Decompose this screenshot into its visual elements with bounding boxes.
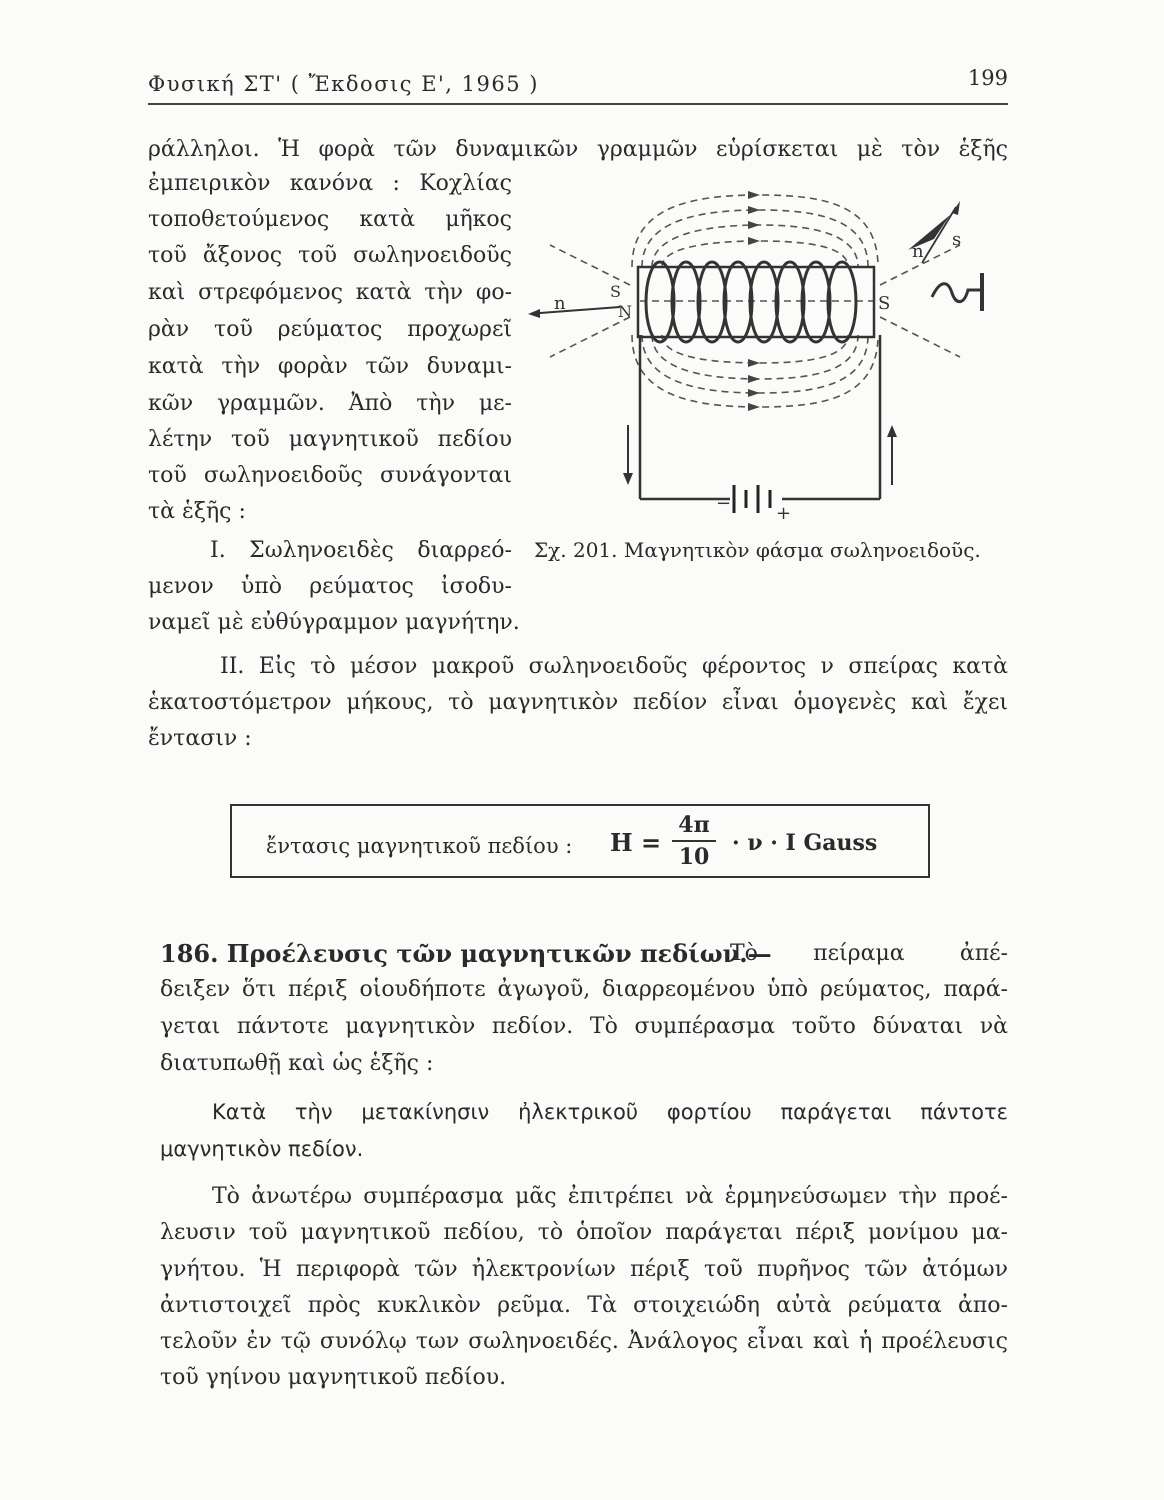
formula-numerator: 4π xyxy=(678,812,710,838)
paragraph-line: κῶν γραμμῶν. Ἀπὸ τὴν με- xyxy=(148,391,512,416)
header-rule xyxy=(148,103,1008,105)
paragraph-line: κατὰ τὴν φορὰν τῶν δυναμι- xyxy=(148,354,512,379)
paragraph-line: τοῦ σωληνοειδοῦς συνάγονται xyxy=(148,463,512,488)
solenoid-figure xyxy=(520,185,995,525)
formula-fraction xyxy=(672,812,716,870)
paragraph-line: καὶ στρεφόμενος κατὰ τὴν φο- xyxy=(148,280,512,305)
page-number: 199 xyxy=(967,66,1008,90)
paragraph-line: Τὸ ἀνωτέρω συμπέρασμα μᾶς ἐπιτρέπει νὰ ἑρμηνεύσωμεν τὴν προέ- xyxy=(212,1184,1008,1209)
formula-denominator: 10 xyxy=(678,844,710,870)
paragraph-line: λέτην τοῦ μαγνητικοῦ πεδίου xyxy=(148,427,512,452)
emphasis-line: Κατὰ τὴν μετακίνησιν ἠλεκτρικοῦ φορτίου παράγεται πάντοτε xyxy=(212,1100,1008,1124)
paragraph-line: ἐμπειρικὸν κανόνα : Κοχλίας xyxy=(148,171,512,196)
label-S-right: S xyxy=(878,293,891,314)
label-n-top: n xyxy=(912,241,924,262)
battery-plus: + xyxy=(776,503,792,524)
label-s-top: s xyxy=(952,229,962,250)
page-header xyxy=(148,66,1008,106)
formula-rest: · ν · I Gauss xyxy=(732,830,878,856)
paragraph-line: τελοῦν ἐν τῷ συνόλῳ των σωληνοειδές. Ἀνάλογος εἶναι καὶ ἡ προέλευσις xyxy=(160,1329,1008,1354)
paragraph-line: τοῦ γηίνου μαγνητικοῦ πεδίου. xyxy=(160,1365,507,1390)
list-item-2: ΙΙ. Εἰς τὸ μέσον μακροῦ σωληνοειδοῦς φέροντος ν σπείρας κατὰ xyxy=(220,654,1008,679)
paragraph-line: τὰ ἑξῆς : xyxy=(148,499,246,524)
formula-box xyxy=(230,804,930,878)
label-N: N xyxy=(618,302,632,321)
paragraph-line: λευσιν τοῦ μαγνητικοῦ πεδίου, τὸ ὁποῖον παράγεται πέριξ μονίμου μα- xyxy=(160,1220,1008,1245)
figure-caption: Σχ. 201. Μαγνητικὸν φάσμα σωληνοειδοῦς. xyxy=(534,538,981,562)
fraction-bar xyxy=(672,840,716,842)
paragraph-line: δειξεν ὅτι πέριξ οἱουδήποτε ἀγωγοῦ, διαρρεομένου ὑπὸ ρεύματος, παρά- xyxy=(160,977,1008,1002)
label-s-left: S xyxy=(610,282,621,301)
paragraph-line: γεται πάντοτε μαγνητικὸν πεδίον. Τὸ συμπέρασμα τοῦτο δύναται νὰ xyxy=(160,1014,1008,1039)
formula-label: ἔντασις μαγνητικοῦ πεδίου : xyxy=(266,834,573,858)
paragraph-line: διατυπωθῇ καὶ ὡς ἑξῆς : xyxy=(160,1051,434,1076)
paragraph-line: τοποθετούμενος κατὰ μῆκος xyxy=(148,207,512,232)
paragraph-line: γνήτου. Ἡ περιφορὰ τῶν ἠλεκτρονίων πέριξ τοῦ πυρῆνος τῶν ἀτόμων xyxy=(160,1257,1008,1282)
running-title: Φυσική ΣΤ' ( Ἔκδοσις Ε', 1965 ) xyxy=(148,72,539,96)
list-item-1-cont: ναμεῖ μὲ εὐθύγραμμον μαγνήτην. xyxy=(148,610,520,635)
battery-minus: − xyxy=(716,493,732,514)
paragraph-line: ἀντιστοιχεῖ πρὸς κυκλικὸν ρεῦμα. Τὰ στοιχειώδη αὐτὰ ρεύματα ἀπο- xyxy=(160,1293,1008,1318)
section-title: 186. Προέλευσις τῶν μαγνητικῶν πεδίων.— xyxy=(160,939,772,968)
list-item-1-cont: μενον ὑπὸ ρεύματος ἰσοδυ- xyxy=(148,574,512,599)
paragraph-line: Τὸ πείραμα ἀπέ- xyxy=(730,941,1008,966)
paragraph-line: ράλληλοι. Ἡ φορὰ τῶν δυναμικῶν γραμμῶν εὑρίσκεται μὲ τὸν ἑξῆς xyxy=(148,137,1008,162)
paragraph-line: ρὰν τοῦ ρεύματος προχωρεῖ xyxy=(148,317,512,342)
list-item-2-cont: ἔντασιν : xyxy=(148,726,252,751)
formula-lhs: H = xyxy=(610,828,662,857)
label-n-left: n xyxy=(554,293,566,314)
emphasis-line: μαγνητικὸν πεδίον. xyxy=(160,1137,364,1161)
section-heading xyxy=(160,940,772,968)
list-item-2-cont: ἑκατοστόμετρον μήκους, τὸ μαγνητικὸν πεδίον εἶναι ὁμογενὲς καὶ ἔχει xyxy=(148,690,1008,715)
list-item-1: Ι. Σωληνοειδὲς διαρρεό- xyxy=(210,538,512,563)
paragraph-line: τοῦ ἄξονος τοῦ σωληνοειδοῦς xyxy=(148,243,512,268)
